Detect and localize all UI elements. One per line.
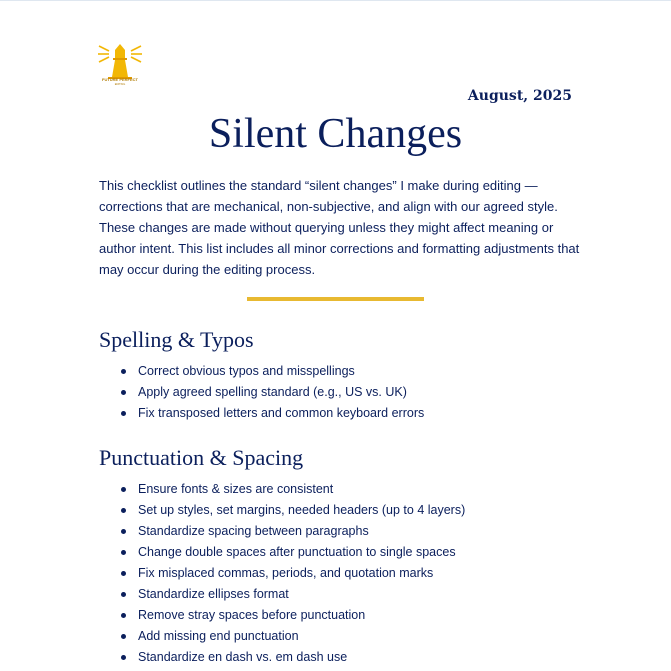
list-item: Apply agreed spelling standard (e.g., US vs. UK) [119, 382, 424, 403]
list-item: Standardize spacing between paragraphs [119, 521, 465, 542]
spelling-list [119, 361, 424, 424]
svg-text:EDITING: EDITING [114, 83, 126, 85]
divider [247, 297, 424, 301]
logo-wordmark [96, 77, 144, 85]
section-heading-punctuation: Punctuation & Spacing [99, 445, 304, 470]
page-title: Silent Changes [208, 111, 463, 157]
punctuation-list [119, 479, 465, 668]
list-item: Standardize en dash vs. em dash use [119, 647, 465, 668]
logo [96, 41, 144, 87]
list-item: Add missing end punctuation [119, 626, 465, 647]
document-date: August, 2025 [467, 88, 572, 104]
svg-text:FUTURE PERFECT: FUTURE PERFECT [102, 77, 138, 82]
list-item: Remove stray spaces before punctuation [119, 605, 465, 626]
list-item: Ensure fonts & sizes are consistent [119, 479, 465, 500]
intro-paragraph: This checklist outlines the standard “silent changes” I make during editing — corrections that are mechanical, non-subjective, and align with our agreed style. These changes are made without querying unless they might affect meaning or author intent. This list includes all minor corrections and formatting adjustments that may occur during the editing process. [99, 178, 580, 277]
list-item: Set up styles, set margins, needed headers (up to 4 layers) [119, 500, 465, 521]
list-item: Standardize ellipses format [119, 584, 465, 605]
list-item: Correct obvious typos and misspellings [119, 361, 424, 382]
list-item: Fix misplaced commas, periods, and quotation marks [119, 563, 465, 584]
section-heading-spelling: Spelling & Typos [99, 327, 254, 352]
list-item: Fix transposed letters and common keyboard errors [119, 403, 424, 424]
list-item: Change double spaces after punctuation to single spaces [119, 542, 465, 563]
